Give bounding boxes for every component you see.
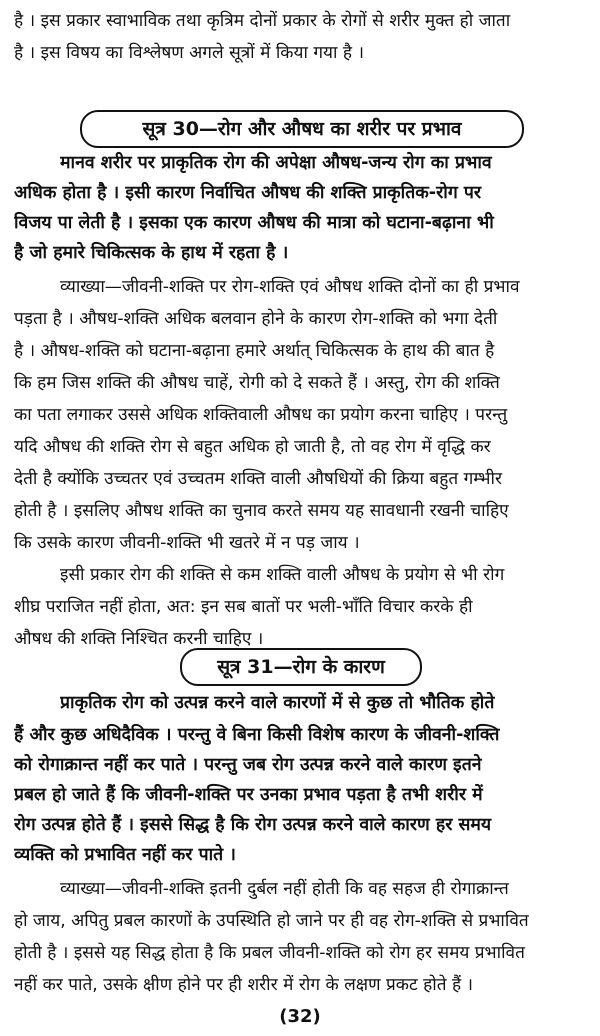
sutra-31-line-5: रोग उत्पन्न होते हैं । इससे सिद्ध है कि रोग उत्पन्न करने वाले कारण हर समय (14, 815, 492, 835)
sutra-30-line-2: अधिक होता है । इसी कारण निर्वाचित औषध की शक्ति प्राकृतिक-रोग पर (14, 183, 482, 203)
explanation-30-line-5: का पता लगाकर उससे अधिक शक्तिवाली औषध का प्रयोग करना चाहिए । परन्तु (14, 405, 508, 425)
explanation-30-line-7: देती है क्योंकि उच्चतर एवं उच्चतम शक्ति वाली औषधियों की क्रिया बहुत गम्भीर (14, 469, 502, 489)
sutra-31-line-2: हैं और कुछ अधिदैविक । परन्तु वे बिना किसी विशेष कारण के जीवनी-शक्ति (14, 725, 500, 745)
sutra-30-heading: सूत्र 30—रोग और औषध का शरीर पर प्रभाव (80, 110, 524, 148)
sutra-31-line-3: को रोगाक्रान्त नहीं कर पाते । परन्तु जब रोग उत्पन्न करने वाले कारण इतने (14, 755, 482, 775)
page-number: (32) (279, 1006, 321, 1027)
intro-line-2: है । इस विषय का विश्लेषण अगले सूत्रों में किया गया है । (14, 43, 365, 63)
explanation-30-line-6: यदि औषध की शक्ति रोग से बहुत अधिक हो जाती है, तो वह रोग में वृद्धि कर (14, 437, 491, 457)
followup-30-line-3: औषध की शक्ति निश्चित करनी चाहिए । (14, 629, 264, 649)
sutra-31-line-6: व्यक्ति को प्रभावित नहीं कर पाते । (14, 845, 236, 865)
explanation-30-line-1: व्याख्या—जीवनी-शक्ति पर रोग-शक्ति एवं औषध शक्ति दोनों का ही प्रभाव (60, 277, 520, 297)
explanation-31-line-3: होती है । इससे यह सिद्ध होता है कि प्रबल जीवनी-शक्ति को रोग हर समय प्रभावित (14, 943, 525, 963)
followup-30-line-1: इसी प्रकार रोग की शक्ति से कम शक्ति वाली औषध के प्रयोग से भी रोग (60, 565, 505, 585)
explanation-30-line-3: है । औषध-शक्ति को घटाना-बढ़ाना हमारे अर्थात् चिकित्सक के हाथ की बात है (14, 341, 495, 361)
explanation-30-line-2: पड़ता है । औषध-शक्ति अधिक बलवान होने के कारण रोग-शक्ति को भगा देती (14, 309, 498, 329)
sutra-31-heading: सूत्र 31—रोग के कारण (180, 648, 422, 686)
sutra-30-line-4: है जो हमारे चिकित्सक के हाथ में रहता है । (14, 243, 289, 263)
sutra-31-line-4: प्रबल हो जाते हैं कि जीवनी-शक्ति पर उनका प्रभाव पड़ता है तभी शरीर में (14, 785, 483, 805)
sutra-30-line-1: मानव शरीर पर प्राकृतिक रोग की अपेक्षा औषध-जन्य रोग का प्रभाव (60, 153, 492, 173)
explanation-30-line-9: कि उसके कारण जीवनी-शक्ति भी खतरे में न पड़ जाय । (14, 533, 360, 553)
explanation-31-line-4: नहीं कर पाते, उसके क्षीण होने पर ही शरीर में रोग के लक्षण प्रकट होते हैं । (14, 975, 474, 995)
sutra-30-line-3: विजय पा लेती है । इसका एक कारण औषध की मात्रा को घटाना-बढ़ाना भी (14, 213, 494, 233)
explanation-31-line-2: हो जाय, अपितु प्रबल कारणों के उपस्थिति हो जाने पर ही वह रोग-शक्ति से प्रभावित (14, 911, 529, 931)
intro-line-1: है । इस प्रकार स्वाभाविक तथा कृत्रिम दोनों प्रकार के रोगों से शरीर मुक्त हो जाता (14, 11, 511, 31)
explanation-31-line-1: व्याख्या—जीवनी-शक्ति इतनी दुर्बल नहीं होती कि वह सहज ही रोगाक्रान्त (60, 879, 509, 899)
explanation-30-line-8: होती है । इसलिए औषध शक्ति का चुनाव करते समय यह सावधानी रखनी चाहिए (14, 501, 509, 521)
followup-30-line-2: शीघ्र पराजित नहीं होता, अत: इन सब बातों पर भली-भाँति विचार करके ही (14, 597, 473, 617)
sutra-31-line-1: प्राकृतिक रोग को उत्पन्न करने वाले कारणों में से कुछ तो भौतिक होते (60, 693, 495, 713)
explanation-30-line-4: कि हम जिस शक्ति की औषध चाहें, रोगी को दे सकते हैं । अस्तु, रोग की शक्ति (14, 373, 500, 393)
